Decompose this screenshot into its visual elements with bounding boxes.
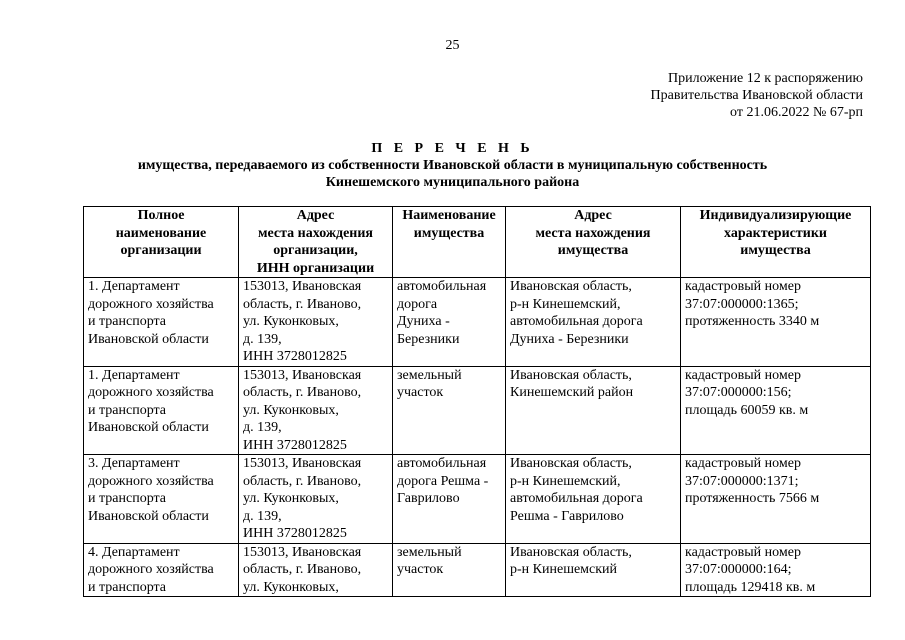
page-number: 25: [445, 38, 460, 53]
cell-line: Индивидуализирующие: [699, 208, 852, 223]
cell-line: участок: [397, 385, 444, 400]
cell-line: Ивановская область,: [510, 279, 632, 294]
cell-line: ИНН 3728012825: [243, 526, 347, 541]
cell-line: Ивановской области: [88, 508, 209, 524]
cell-line: 4. Департамент: [88, 544, 180, 560]
cell-line: область, г. Иваново,: [243, 296, 362, 312]
cell-line: автомобильная: [397, 456, 487, 471]
cell-line: Дуниха - Березники: [510, 331, 629, 347]
cell-line: р-н Кинешемский,: [510, 473, 621, 489]
characteristics-cell: [681, 543, 871, 597]
cell-line: область, г. Иваново,: [243, 385, 362, 400]
characteristics-cell: [681, 366, 871, 455]
cell-line: и транспорта: [88, 402, 167, 418]
header-characteristics: [681, 207, 871, 278]
organization-address-cell: [239, 543, 393, 597]
organization-cell: [84, 543, 239, 597]
cell-line: участок: [397, 562, 444, 577]
table-row: [84, 543, 871, 597]
cell-line: ул. Куконковых,: [243, 491, 339, 506]
cell-line: организации,: [273, 243, 358, 258]
table-row: [84, 278, 871, 367]
cell-line: дорожного хозяйства: [88, 562, 214, 577]
table-row: [84, 455, 871, 544]
title-heading: П Е Р Е Ч Е Н Ь: [371, 141, 534, 156]
cell-line: площадь 129418 кв. м: [685, 579, 816, 595]
cell-line: ул. Куконковых,: [243, 579, 339, 595]
cell-line: Полное: [137, 208, 185, 223]
organization-address-cell: [239, 455, 393, 544]
cell-line: дорожного хозяйства: [88, 473, 214, 489]
property-address-cell: [506, 278, 681, 367]
cell-line: наименование: [115, 225, 207, 241]
property-address-cell: [506, 366, 681, 455]
document-title: [0, 140, 905, 191]
appendix-line: Приложение 12 к распоряжению: [668, 71, 863, 86]
appendix-note: [651, 70, 863, 121]
organization-cell: [84, 455, 239, 544]
cell-line: земельный: [397, 544, 462, 560]
cell-line: кадастровый номер: [685, 367, 801, 383]
cell-line: Ивановская область,: [510, 544, 632, 560]
cell-line: д. 139,: [243, 508, 282, 524]
cell-line: места нахождения: [535, 225, 651, 241]
cell-line: ИНН организации: [256, 260, 375, 276]
organization-cell: [84, 278, 239, 367]
cell-line: ИНН 3728012825: [243, 349, 347, 364]
property-name-cell: [393, 543, 506, 597]
property-address-cell: [506, 455, 681, 544]
header-organization: [84, 207, 239, 278]
cell-line: и транспорта: [88, 314, 167, 329]
cell-line: Ивановской области: [88, 420, 209, 435]
cell-line: дорожного хозяйства: [88, 385, 214, 400]
cell-line: Решма - Гаврилово: [510, 508, 624, 524]
cell-line: Адрес: [574, 208, 612, 223]
organization-address-cell: [239, 366, 393, 455]
cell-line: Адрес: [296, 208, 335, 223]
cell-line: протяженность 7566 м: [685, 491, 820, 506]
cell-line: Кинешемский район: [510, 385, 634, 400]
cell-line: р-н Кинешемский,: [510, 296, 621, 312]
cell-line: Гаврилово: [397, 491, 460, 506]
cell-line: Дуниха -: [397, 314, 450, 329]
cell-line: имущества: [557, 243, 629, 258]
cell-line: Наименование: [402, 208, 496, 223]
cell-line: 153013, Ивановская: [243, 544, 362, 560]
property-name-cell: [393, 366, 506, 455]
cell-line: д. 139,: [243, 420, 282, 435]
cell-line: дорожного хозяйства: [88, 296, 214, 312]
cell-line: р-н Кинешемский: [510, 562, 618, 577]
cell-line: 1. Департамент: [88, 367, 180, 383]
cell-line: Ивановская область,: [510, 456, 632, 471]
cell-line: организации: [120, 243, 202, 258]
cell-line: земельный: [397, 367, 462, 383]
cell-line: характеристики: [724, 225, 827, 241]
cell-line: область, г. Иваново,: [243, 562, 362, 577]
header-property-address: [506, 207, 681, 278]
characteristics-cell: [681, 278, 871, 367]
cell-line: 153013, Ивановская: [243, 367, 362, 383]
cell-line: 1. Департамент: [88, 279, 180, 294]
cell-line: имущества: [740, 243, 811, 258]
cell-line: ул. Куконковых,: [243, 402, 339, 418]
cell-line: 153013, Ивановская: [243, 456, 362, 471]
cell-line: 153013, Ивановская: [243, 279, 362, 294]
cell-line: кадастровый номер: [685, 279, 801, 294]
cell-line: дорога: [397, 296, 438, 312]
cell-line: протяженность 3340 м: [685, 314, 820, 329]
cell-line: 37:07:000000:164;: [685, 562, 792, 577]
table-header-row: [84, 207, 871, 278]
cell-line: автомобильная дорога: [510, 314, 643, 329]
cell-line: 3. Департамент: [88, 456, 180, 471]
cell-line: площадь 60059 кв. м: [685, 402, 809, 418]
cell-line: кадастровый номер: [685, 456, 801, 471]
characteristics-cell: [681, 455, 871, 544]
cell-line: 37:07:000000:1365;: [685, 296, 799, 312]
cell-line: автомобильная: [397, 279, 487, 294]
cell-line: 37:07:000000:156;: [685, 385, 792, 400]
cell-line: Ивановская область,: [510, 367, 632, 383]
appendix-line: Правительства Ивановской области: [650, 88, 863, 103]
appendix-line: от 21.06.2022 № 67-рп: [730, 105, 863, 120]
organization-address-cell: [239, 278, 393, 367]
cell-line: область, г. Иваново,: [243, 473, 362, 489]
title-line: Кинешемского муниципального района: [325, 175, 580, 190]
property-name-cell: [393, 278, 506, 367]
cell-line: кадастровый номер: [685, 544, 801, 560]
property-table: [83, 206, 871, 597]
property-address-cell: [506, 543, 681, 597]
header-property-name: [393, 207, 506, 278]
cell-line: дорога Решма -: [397, 473, 489, 489]
title-line: имущества, передаваемого из собственности Ивановской области в муниципальную собственность: [137, 158, 768, 173]
cell-line: и транспорта: [88, 579, 167, 595]
property-name-cell: [393, 455, 506, 544]
cell-line: ИНН 3728012825: [243, 437, 347, 453]
cell-line: места нахождения: [257, 225, 374, 241]
header-organization-address: [239, 207, 393, 278]
cell-line: Березники: [397, 331, 460, 347]
cell-line: 37:07:000000:1371;: [685, 473, 799, 489]
organization-cell: [84, 366, 239, 455]
cell-line: и транспорта: [88, 491, 167, 506]
cell-line: Ивановской области: [88, 331, 209, 347]
table-row: [84, 366, 871, 455]
cell-line: ул. Куконковых,: [243, 314, 339, 329]
cell-line: автомобильная дорога: [510, 491, 643, 506]
cell-line: имущества: [413, 225, 485, 241]
cell-line: д. 139,: [243, 331, 282, 347]
